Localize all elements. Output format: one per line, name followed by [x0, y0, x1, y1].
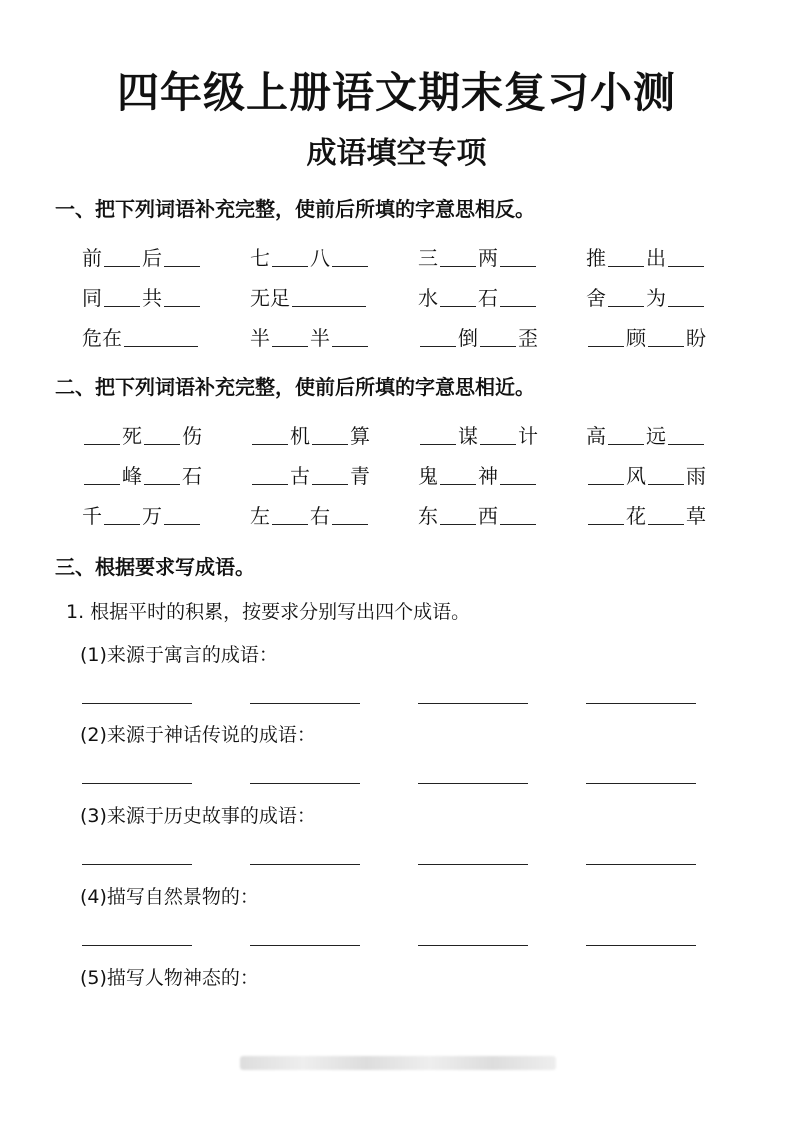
idiom-character: 共 [142, 286, 162, 310]
idiom-category-prompt: (3)来源于历史故事的成语： [80, 805, 316, 827]
idiom-character: 为 [646, 286, 666, 310]
idiom-character: 神 [478, 464, 498, 488]
answer-blank[interactable] [252, 422, 288, 445]
idiom-item [82, 494, 202, 528]
idiom-item [250, 494, 370, 528]
answer-blank[interactable] [312, 462, 348, 485]
idiom-item [82, 276, 202, 310]
answer-blank[interactable] [292, 284, 366, 307]
idiom-character: 计 [518, 424, 538, 448]
answer-blank[interactable] [332, 324, 368, 347]
answer-blank[interactable] [648, 324, 684, 347]
idiom-row [82, 276, 722, 316]
idiom-item [82, 236, 202, 270]
section-2-heading: 二、把下列词语补充完整，使前后所填的字意思相近。 [55, 375, 535, 399]
answer-blank[interactable] [668, 244, 704, 267]
idiom-character: 算 [350, 424, 370, 448]
answer-blank[interactable] [104, 502, 140, 525]
idiom-character: 出 [646, 246, 666, 270]
idiom-character: 青 [350, 464, 370, 488]
answer-blank[interactable] [144, 462, 180, 485]
answer-blank[interactable] [500, 244, 536, 267]
idiom-character: 高 [586, 424, 606, 448]
idiom-character: 东 [418, 504, 438, 528]
answer-blank[interactable] [440, 244, 476, 267]
idiom-character: 七 [250, 246, 270, 270]
answer-line[interactable] [250, 864, 360, 865]
idiom-character: 水 [418, 286, 438, 310]
idiom-item [250, 454, 370, 488]
idiom-character: 左 [250, 504, 270, 528]
idiom-character: 半 [250, 326, 270, 350]
answer-blank[interactable] [332, 244, 368, 267]
answer-blank[interactable] [588, 324, 624, 347]
blurred-watermark [240, 1056, 556, 1070]
idiom-row [82, 236, 722, 276]
idiom-character: 两 [478, 246, 498, 270]
answer-line[interactable] [82, 783, 192, 784]
answer-blank[interactable] [668, 284, 704, 307]
antonym-idiom-grid [82, 236, 722, 356]
answer-line[interactable] [82, 703, 192, 704]
idiom-item [586, 494, 706, 528]
answer-blank[interactable] [648, 462, 684, 485]
answer-blank[interactable] [312, 422, 348, 445]
idiom-item [418, 316, 538, 350]
idiom-character: 万 [142, 504, 162, 528]
idiom-character: 千 [82, 504, 102, 528]
answer-blank[interactable] [332, 502, 368, 525]
idiom-character: 同 [82, 286, 102, 310]
idiom-character: 古 [290, 464, 310, 488]
idiom-character: 舍 [586, 286, 606, 310]
answer-line[interactable] [586, 945, 696, 946]
idiom-item [586, 454, 706, 488]
answer-blank[interactable] [648, 502, 684, 525]
answer-line[interactable] [250, 783, 360, 784]
idiom-item [418, 414, 538, 448]
idiom-character: 雨 [686, 464, 706, 488]
answer-blank[interactable] [420, 324, 456, 347]
idiom-item [82, 316, 200, 350]
page-title: 四年级上册语文期末复习小测 [116, 68, 676, 117]
answer-line[interactable] [586, 783, 696, 784]
synonym-idiom-grid [82, 414, 722, 534]
answer-blank[interactable] [588, 502, 624, 525]
answer-blank[interactable] [440, 462, 476, 485]
idiom-character: 盼 [686, 326, 706, 350]
idiom-character: 西 [478, 504, 498, 528]
answer-line[interactable] [418, 783, 528, 784]
answer-line[interactable] [418, 703, 528, 704]
answer-line[interactable] [418, 864, 528, 865]
answer-blank[interactable] [252, 462, 288, 485]
answer-blank[interactable] [272, 502, 308, 525]
idiom-character: 伤 [182, 424, 202, 448]
answer-blank[interactable] [164, 284, 200, 307]
idiom-character: 顾 [626, 326, 646, 350]
section-3-heading: 三、根据要求写成语。 [55, 555, 255, 579]
answer-blank[interactable] [420, 422, 456, 445]
answer-blank[interactable] [164, 244, 200, 267]
answer-blank[interactable] [104, 284, 140, 307]
idiom-character: 右 [310, 504, 330, 528]
idiom-item [586, 276, 706, 310]
answer-blank[interactable] [84, 462, 120, 485]
idiom-character: 倒 [458, 326, 478, 350]
idiom-item [250, 276, 368, 310]
answer-blank[interactable] [104, 244, 140, 267]
answer-line[interactable] [586, 864, 696, 865]
idiom-character: 机 [290, 424, 310, 448]
answer-blank[interactable] [588, 462, 624, 485]
idiom-character: 无足 [250, 286, 290, 310]
idiom-character: 远 [646, 424, 666, 448]
idiom-item [82, 454, 202, 488]
answer-blank[interactable] [480, 422, 516, 445]
answer-blank[interactable] [608, 244, 644, 267]
idiom-character: 前 [82, 246, 102, 270]
idiom-character: 八 [310, 246, 330, 270]
answer-line[interactable] [250, 703, 360, 704]
answer-blank[interactable] [480, 324, 516, 347]
answer-line[interactable] [250, 945, 360, 946]
idiom-category-prompt: (2)来源于神话传说的成语： [80, 724, 316, 746]
idiom-character: 三 [418, 246, 438, 270]
answer-blank[interactable] [668, 422, 704, 445]
idiom-character: 鬼 [418, 464, 438, 488]
idiom-character: 花 [626, 504, 646, 528]
answer-blank[interactable] [500, 502, 536, 525]
idiom-item [250, 316, 370, 350]
idiom-character: 半 [310, 326, 330, 350]
answer-blank[interactable] [608, 284, 644, 307]
idiom-item [586, 316, 706, 350]
idiom-category-prompt: (5)描写人物神态的： [80, 967, 259, 989]
answer-blank[interactable] [164, 502, 200, 525]
answer-blank[interactable] [500, 284, 536, 307]
answer-blank[interactable] [272, 244, 308, 267]
idiom-item [250, 236, 370, 270]
answer-blank[interactable] [608, 422, 644, 445]
answer-blank[interactable] [144, 422, 180, 445]
answer-blank[interactable] [500, 462, 536, 485]
page-subtitle: 成语填空专项 [306, 136, 487, 171]
idiom-character: 草 [686, 504, 706, 528]
answer-line[interactable] [82, 945, 192, 946]
idiom-row [82, 414, 722, 454]
idiom-category-prompt: (1)来源于寓言的成语： [80, 644, 278, 666]
idiom-character: 石 [478, 286, 498, 310]
answer-blank[interactable] [440, 284, 476, 307]
idiom-item [418, 494, 538, 528]
idiom-character: 谋 [458, 424, 478, 448]
idiom-character: 歪 [518, 326, 538, 350]
idiom-row [82, 494, 722, 534]
answer-blank[interactable] [440, 502, 476, 525]
answer-line[interactable] [82, 864, 192, 865]
idiom-item [418, 236, 538, 270]
idiom-category-prompt: (4)描写自然景物的： [80, 886, 259, 908]
idiom-item [82, 414, 202, 448]
idiom-character: 风 [626, 464, 646, 488]
idiom-character: 峰 [122, 464, 142, 488]
idiom-character: 死 [122, 424, 142, 448]
answer-blank[interactable] [84, 422, 120, 445]
idiom-item [586, 236, 706, 270]
idiom-character: 石 [182, 464, 202, 488]
answer-line[interactable] [586, 703, 696, 704]
section-1-heading: 一、把下列词语补充完整，使前后所填的字意思相反。 [55, 197, 535, 221]
idiom-item [250, 414, 370, 448]
question-1-intro: 1. 根据平时的积累，按要求分别写出四个成语。 [66, 601, 471, 623]
idiom-item [586, 414, 706, 448]
idiom-character: 危在 [82, 326, 122, 350]
answer-blank[interactable] [272, 324, 308, 347]
idiom-row [82, 454, 722, 494]
idiom-row [82, 316, 722, 356]
answer-line[interactable] [418, 945, 528, 946]
idiom-item [418, 276, 538, 310]
idiom-character: 后 [142, 246, 162, 270]
answer-blank[interactable] [124, 324, 198, 347]
idiom-character: 推 [586, 246, 606, 270]
idiom-item [418, 454, 538, 488]
